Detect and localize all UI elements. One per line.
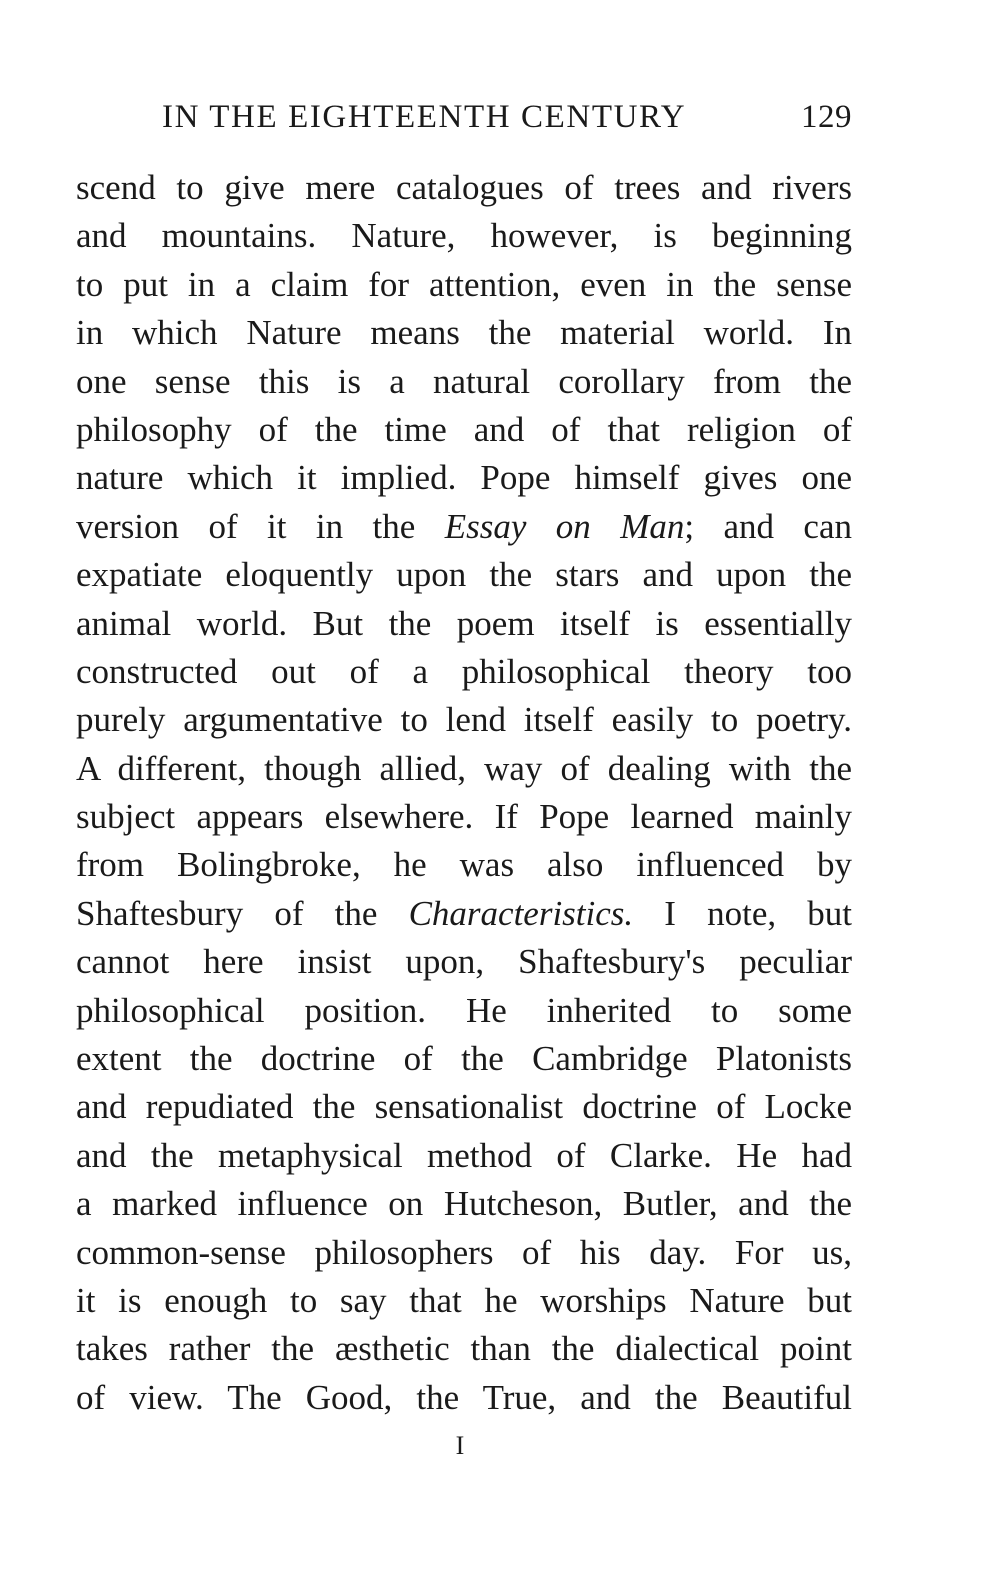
- text-line: subject appears elsewhere. If Pope learned mainly: [76, 797, 852, 837]
- text-line: and the metaphysical method of Clarke. He had: [76, 1135, 852, 1175]
- text-line: and repudiated the sensationalist doctrine of Locke: [76, 1087, 852, 1127]
- text-line: to put in a claim for attention, even in the sense: [76, 264, 852, 304]
- text-line: in which Nature means the material world. In: [76, 313, 852, 353]
- text-line: a marked influence on Hutcheson, Butler, and the: [76, 1184, 852, 1224]
- text-line: common-sense philosophers of his day. For us,: [76, 1232, 852, 1272]
- text-line: and mountains. Nature, however, is beginning: [76, 216, 852, 256]
- text-line: of view. The Good, the True, and the Beautiful: [76, 1377, 852, 1417]
- text-line: takes rather the æsthetic than the dialectical point: [76, 1329, 852, 1369]
- text-line: expatiate eloquently upon the stars and upon the: [76, 555, 852, 595]
- text-segment: I note, but: [633, 893, 853, 933]
- text-line: it is enough to say that he worships Nature but: [76, 1280, 852, 1320]
- text-line: one sense this is a natural corollary from the: [76, 361, 852, 401]
- text-line: nature which it implied. Pope himself gives one: [76, 458, 852, 498]
- running-head: [162, 92, 852, 142]
- text-line: animal world. But the poem itself is essentially: [76, 603, 852, 643]
- text-line: A different, though allied, way of dealing with the: [76, 748, 852, 788]
- book-title-characteristics: Characteristics.: [408, 893, 634, 933]
- signature-mark: I: [455, 1431, 465, 1460]
- text-segment: ; and can: [684, 506, 853, 546]
- book-title-essay-on-man: Essay on Man: [444, 506, 685, 546]
- text-segment: Shaftesbury of the: [76, 893, 409, 933]
- text-line: extent the doctrine of the Cambridge Platonists: [76, 1039, 852, 1079]
- text-line: constructed out of a philosophical theory too: [76, 651, 852, 691]
- text-line: purely argumentative to lend itself easily to poetry.: [76, 700, 852, 740]
- text-line: [76, 890, 852, 938]
- page-number: 129: [801, 99, 852, 135]
- text-line: cannot here insist upon, Shaftesbury's peculiar: [76, 942, 852, 982]
- text-line: philosophy of the time and of that religion of: [76, 409, 852, 449]
- text-segment: version of it in the: [76, 506, 445, 546]
- text-line: philosophical position. He inherited to some: [76, 990, 852, 1030]
- text-line: [76, 503, 852, 551]
- body-text: [76, 164, 852, 1422]
- running-head-title: IN THE EIGHTEENTH CENTURY: [162, 99, 687, 135]
- text-line: scend to give mere catalogues of trees and rivers: [76, 168, 852, 207]
- text-line: from Bolingbroke, he was also influenced by: [76, 845, 852, 885]
